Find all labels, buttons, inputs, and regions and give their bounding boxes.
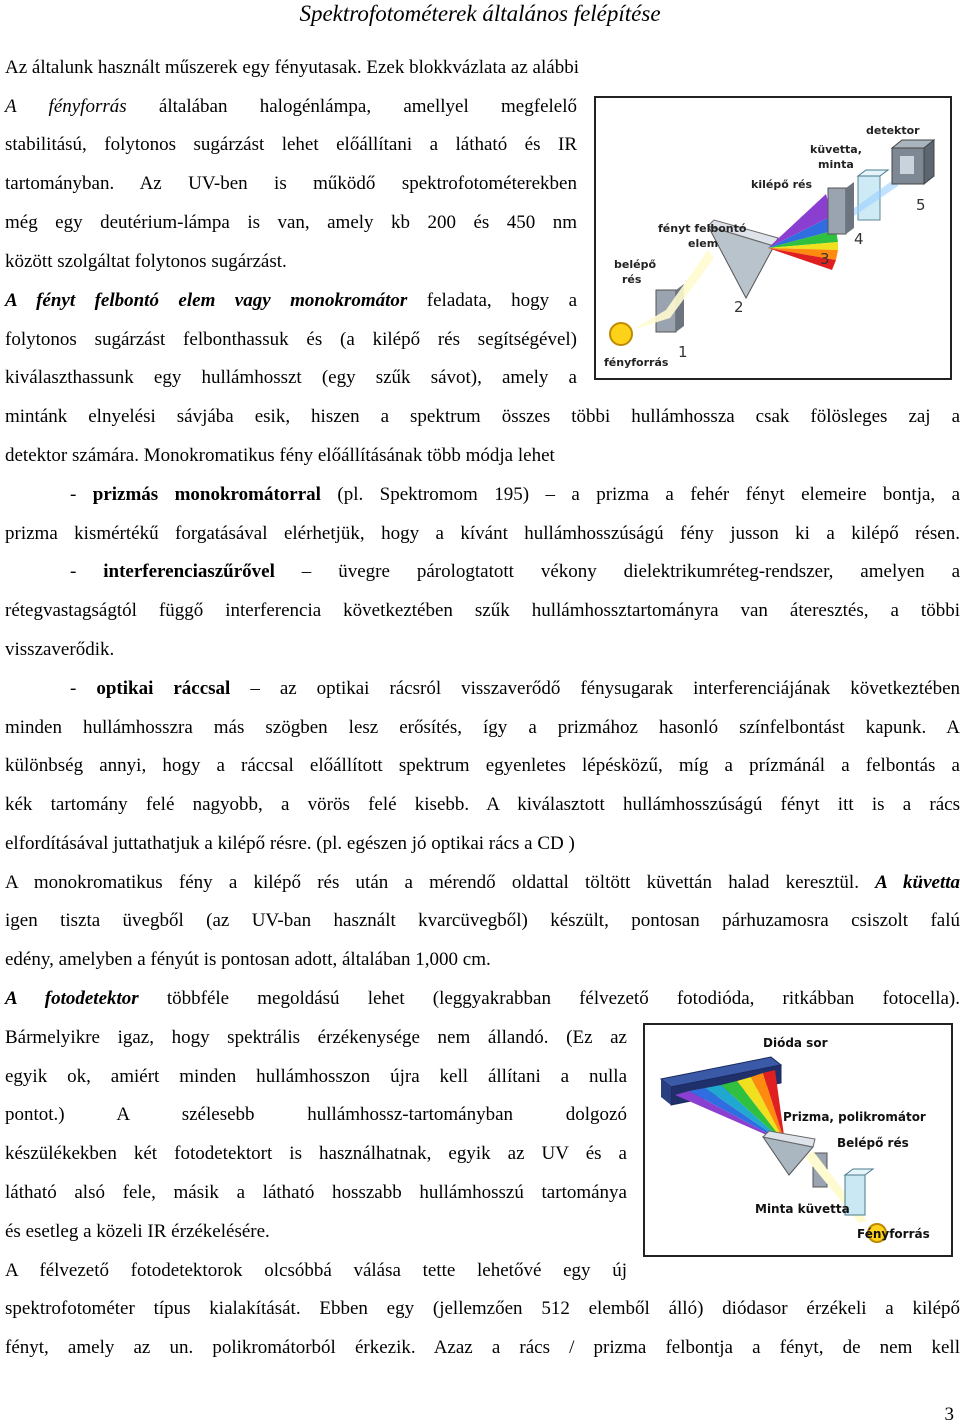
paragraph-line: igen tiszta üvegből (az UV-ban használt kvarcüvegből) készült, pontosan párhuzamosra csiszolt falú xyxy=(5,910,960,931)
paragraph-line: minden hullámhosszra más szögben lesz erősítés, így a prizmához hasonló színfelbontást kapunk. A xyxy=(5,717,960,738)
paragraph-line: kék tartomány felé nagyobb, a vörös felé kisebb. A kiválasztott hullámhosszúságú fényt itt is a rács xyxy=(5,794,960,815)
number-5: 5 xyxy=(916,196,926,214)
list-item-prism: - prizmás monokromátorral (pl. Spektromom 195) – a prizma a fehér fényt elemeire bontja, a xyxy=(70,484,960,505)
paragraph-line: még egy deutérium-lámpa is van, amely kb 200 és 450 nm xyxy=(5,212,577,233)
paragraph-line: látható alsó fele, másik a látható hosszabb hullámhosszú tartománya xyxy=(5,1182,627,1203)
paragraph-line: tartományban. Az UV-ben is működő spektrofotométerekben xyxy=(5,173,577,194)
paragraph-line: stabilitású, folytonos sugárzást lehet előállítani a látható és IR xyxy=(5,134,577,155)
paragraph-line: pontot.) A szélesebb hullámhossz-tartományban dolgozó xyxy=(5,1104,627,1125)
number-4: 4 xyxy=(854,230,864,248)
label-sample-cuvette: Minta küvetta xyxy=(755,1202,850,1216)
paragraph-line: és esetleg a közeli IR érzékelésére. xyxy=(5,1221,270,1242)
label-dispersive-element: fényt felbontó xyxy=(658,222,747,235)
paragraph-line: A fotodetektor többféle megoldású lehet (leggyakrabban félvezető fotodióda, ritkábban fotocella). xyxy=(5,988,960,1009)
paragraph-line: kiválaszthassunk egy hullámhosszt (egy szűk sávot), amely a xyxy=(5,367,577,388)
paragraph-line: elfordításával juttathatjuk a kilépő résre. (pl. egészen jó optikai rács a CD ) xyxy=(5,833,575,854)
list-item-grating: - optikai ráccsal – az optikai rácsról visszaverődő fénysugarak interferenciájának következtében xyxy=(70,678,960,699)
paragraph-line: Bármelyikre igaz, hogy spektrális érzékenysége nem állandó. (Ez az xyxy=(5,1027,627,1048)
paragraph-line: A fényt felbontó elem vagy monokromátor feladata, hogy a xyxy=(5,290,577,311)
paragraph-line: A monokromatikus fény a kilépő rés után a mérendő oldattal töltött küvettán halad keresztül. A küvetta xyxy=(5,872,960,893)
paragraph-line: fényt, amely az un. polikromátorból érkezik. Azaz a rács / prizma felbontja a fényt, de nem kell xyxy=(5,1337,960,1358)
number-3: 3 xyxy=(820,250,830,268)
paragraph-line: A fényforrás általában halogénlámpa, amellyel megfelelő xyxy=(5,96,577,117)
label-element: elem xyxy=(688,237,719,250)
diode-array-svg xyxy=(645,1025,951,1255)
light-source-icon xyxy=(610,323,632,345)
paragraph-line: Az általunk használt műszerek egy fényutasak. Ezek blokkvázlata az alábbi xyxy=(5,57,579,78)
page-title: Spektrofotométerek általános felépítése xyxy=(299,1,661,26)
label-exit-slit: kilépő rés xyxy=(751,178,813,191)
paragraph-line: visszaverődik. xyxy=(5,639,115,660)
page-number: 3 xyxy=(944,1404,954,1425)
exit-slit-icon xyxy=(828,188,846,234)
paragraph-line: prizma kismértékű forgatásával elérhetjük, hogy a kívánt hullámhosszúságú fény jusson ki a kilépő résen. xyxy=(5,523,960,544)
label-slit: rés xyxy=(622,273,642,286)
paragraph-line: A félvezető fotodetektorok olcsóbbá válása tette lehetővé egy új xyxy=(5,1260,627,1281)
list-item-filter: - interferenciaszűrővel – üvegre párologtatott vékony dielektrikumréteg-rendszer, amelyen a xyxy=(70,561,960,582)
label-diode-array: Dióda sor xyxy=(763,1036,828,1050)
label-entrance-slit: Belépő rés xyxy=(837,1136,909,1150)
paragraph-line: készülékekben két fotodetektort is használhatnak, egyik az UV és a xyxy=(5,1143,627,1164)
paragraph-line: edény, amelyben a fényút is pontosan adott, általában 1,000 cm. xyxy=(5,949,491,970)
paragraph-line: folytonos sugárzást felbonthassuk és (a kilépő rés segítségével) xyxy=(5,329,577,350)
paragraph-line: egyik ok, amiért minden hullámhosszon újra kell állítani a nulla xyxy=(5,1066,627,1087)
paragraph-line: spektrofotométer típus kialakítását. Ebben egy (jellemzően 512 elemből álló) diódasor érzékeli a kilépő xyxy=(5,1298,960,1319)
paragraph-line: különbség annyi, hogy a ráccsal előállított spektrum egyenletes lépésközű, míg a prízmánál a felbontás a xyxy=(5,755,960,776)
paragraph-line: detektor számára. Monokromatikus fény előállításának több módja lehet xyxy=(5,445,555,466)
number-2: 2 xyxy=(734,298,744,316)
label-light-source: Fényforrás xyxy=(857,1227,930,1241)
label-light-source: fényforrás xyxy=(604,356,669,369)
diode-array-diagram xyxy=(643,1023,953,1257)
paragraph-line: mintánk elnyelési sávjába esik, hiszen a spektrum összes többi hullámhossza csak fölösleges zaj a xyxy=(5,406,960,427)
paragraph-line: rétegvastagságtól függő interferencia következtében szűk hullámhossztartományra van áteresztés, a többi xyxy=(5,600,960,621)
paragraph-line: között szolgáltat folytonos sugárzást. xyxy=(5,251,287,272)
label-entrance: belépő xyxy=(614,258,656,271)
label-sample: minta xyxy=(818,158,854,171)
label-polychromator: Prizma, polikromátor xyxy=(783,1110,926,1124)
label-cuvette: küvetta, xyxy=(810,143,862,156)
label-detector: detektor xyxy=(866,124,920,137)
number-1: 1 xyxy=(678,343,688,361)
spectrophotometer-block-diagram xyxy=(594,96,952,380)
block-diagram-svg xyxy=(596,98,950,378)
